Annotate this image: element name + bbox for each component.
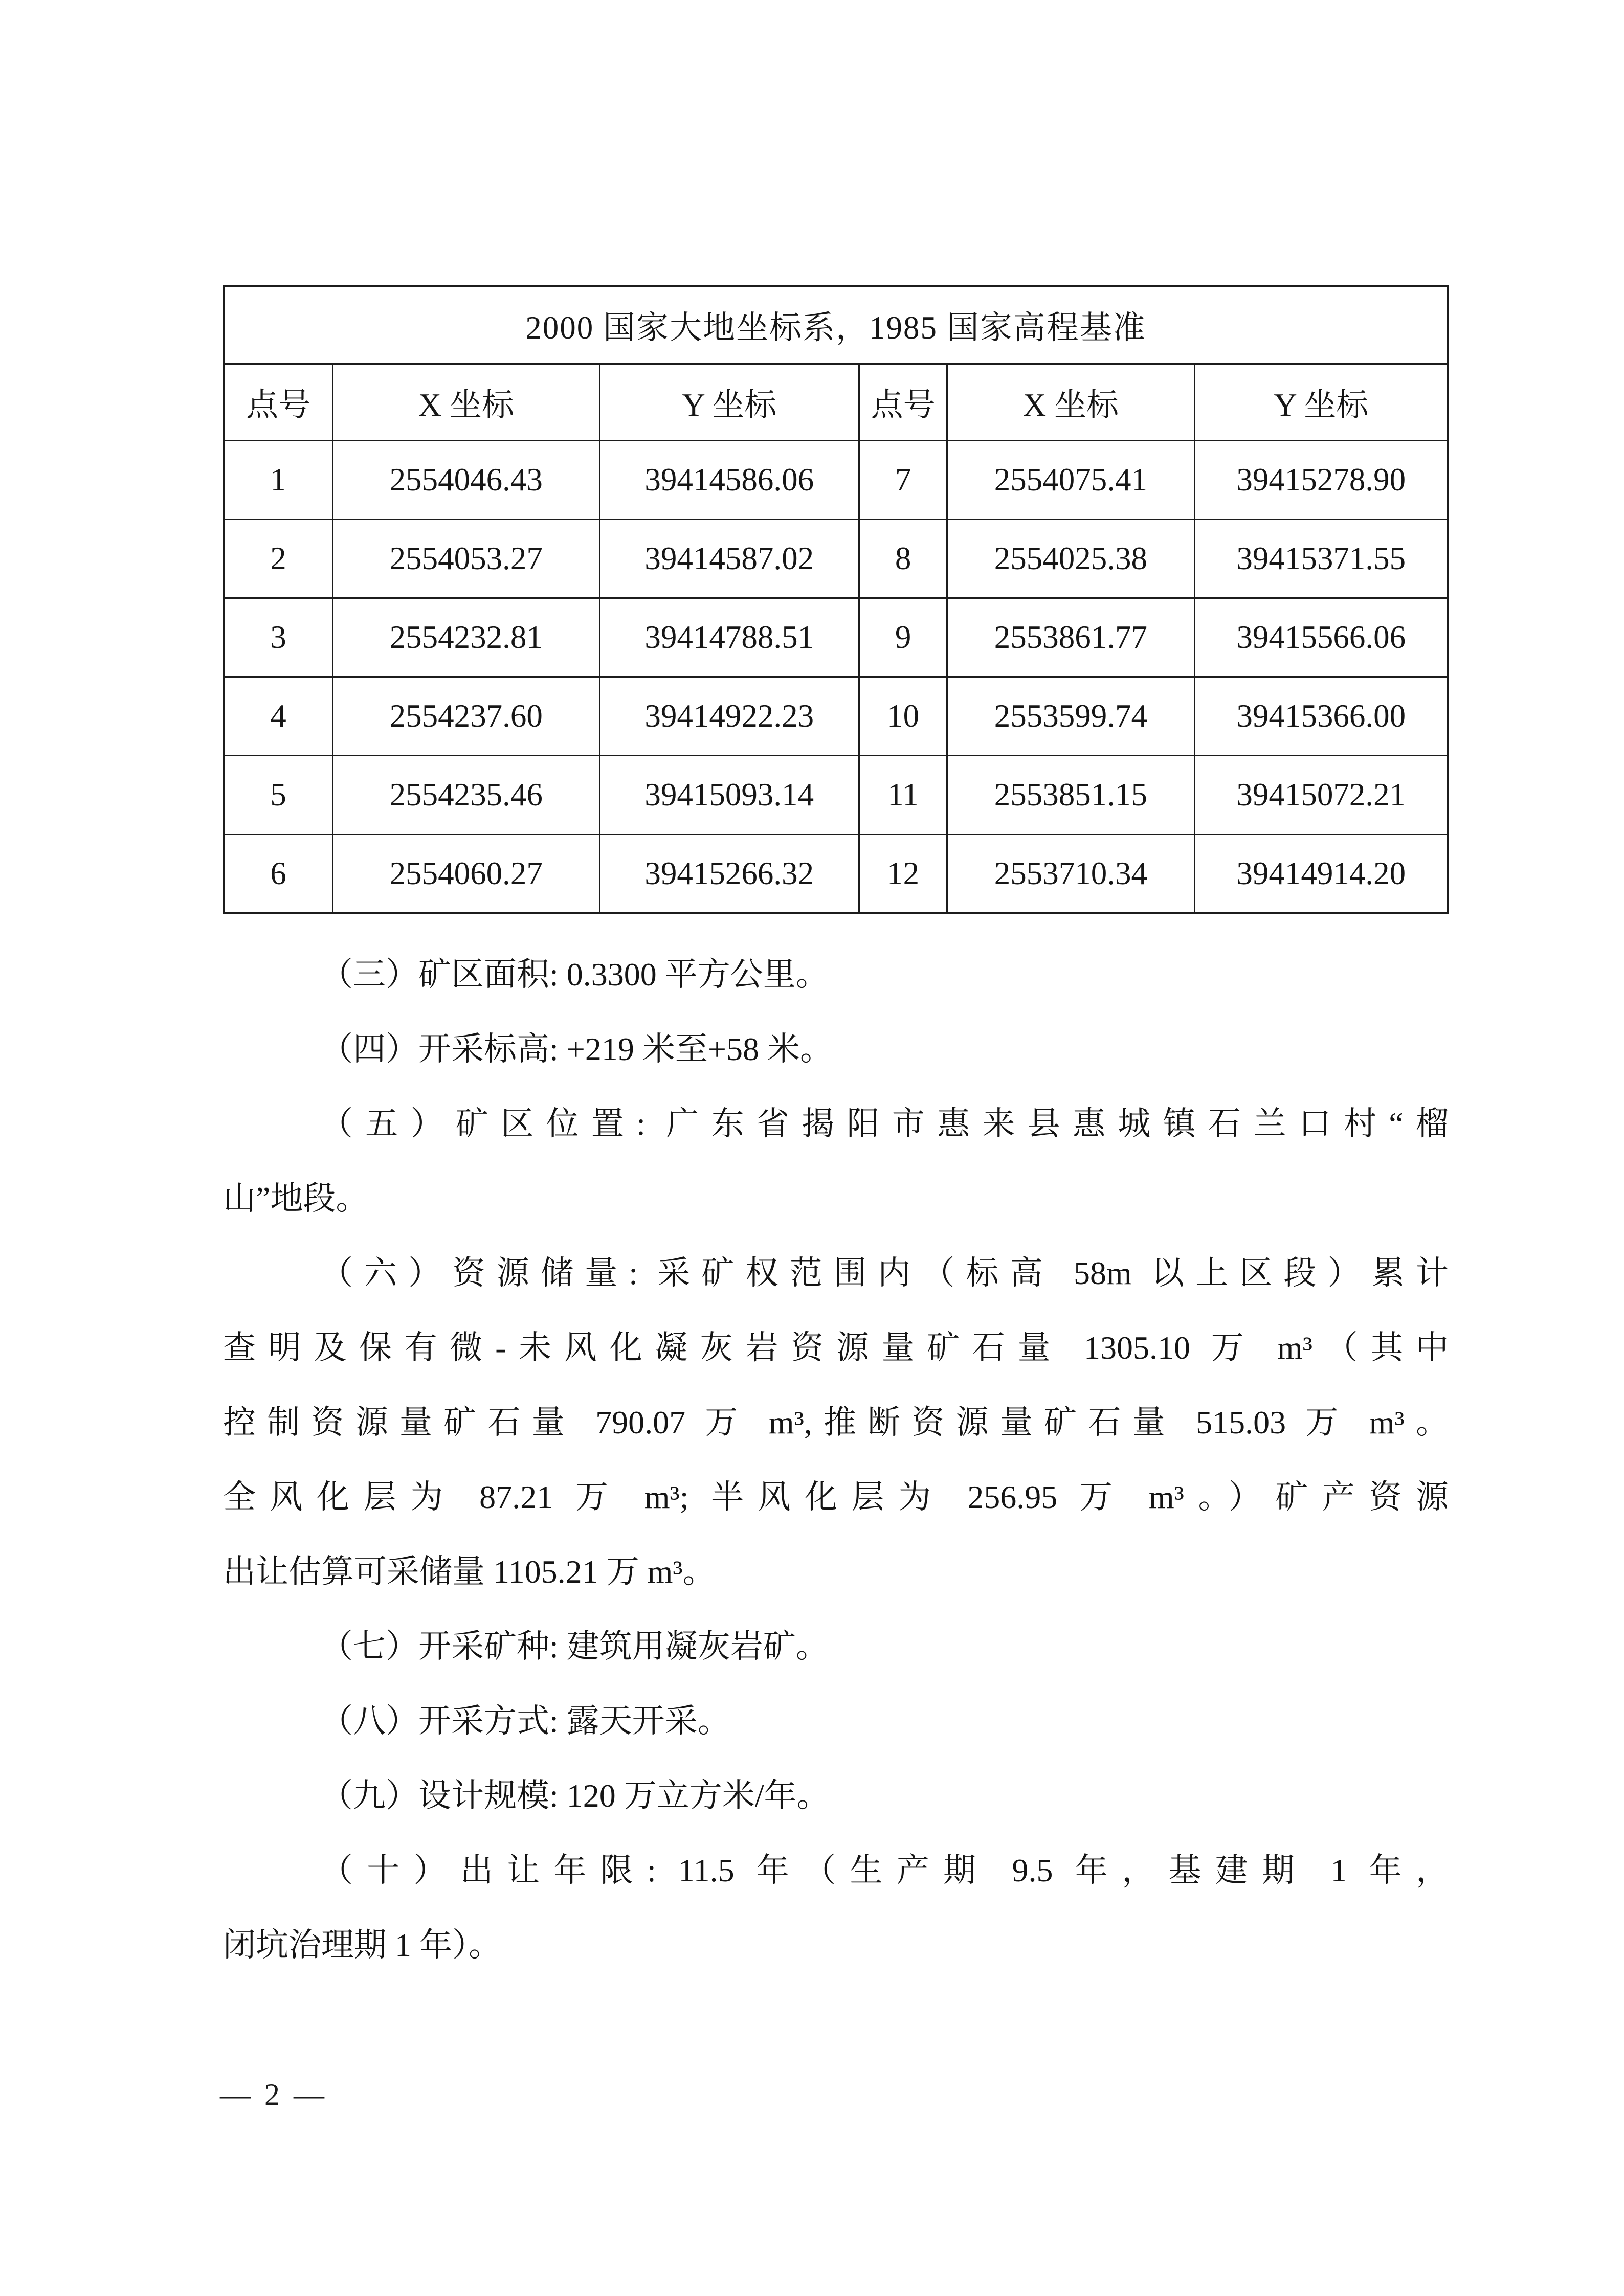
cell-x: 2554046.43 bbox=[332, 441, 599, 520]
cell-point: 4 bbox=[224, 677, 333, 756]
cell-y: 39414914.20 bbox=[1194, 835, 1448, 913]
cell-x: 2553851.15 bbox=[947, 756, 1194, 835]
body-paragraphs bbox=[223, 937, 1449, 1983]
cell-x: 2553710.34 bbox=[947, 835, 1194, 913]
table-row bbox=[224, 677, 1448, 756]
cell-x: 2553599.74 bbox=[947, 677, 1194, 756]
cell-point: 7 bbox=[859, 441, 947, 520]
table-header-row bbox=[224, 364, 1448, 441]
paragraph-text: 露天开采。 bbox=[558, 1703, 730, 1739]
column-header-y2: Y 坐标 bbox=[1194, 364, 1448, 441]
cell-x: 2554025.38 bbox=[947, 520, 1194, 598]
table-row bbox=[224, 835, 1448, 913]
cell-point: 2 bbox=[224, 520, 333, 598]
paragraph-label: （四）开采标高: bbox=[320, 1031, 559, 1067]
table-row bbox=[224, 441, 1448, 520]
cell-x: 2554235.46 bbox=[332, 756, 599, 835]
cell-y: 39415278.90 bbox=[1194, 441, 1448, 520]
cell-point: 1 bbox=[224, 441, 333, 520]
paragraph-text: 120 万立方米/年。 bbox=[558, 1777, 830, 1814]
cell-y: 39414587.02 bbox=[599, 520, 859, 598]
paragraph-line-mining-area bbox=[223, 937, 1449, 1012]
cell-point: 11 bbox=[859, 756, 947, 835]
cell-y: 39415093.14 bbox=[599, 756, 859, 835]
paragraph-label: （九）设计规模: bbox=[320, 1777, 559, 1814]
paragraph-line-reserves-5 bbox=[223, 1535, 1449, 1609]
cell-point: 12 bbox=[859, 835, 947, 913]
paragraph-label: （五）矿区位置: bbox=[320, 1106, 646, 1142]
paragraph-line-grant-term-1 bbox=[223, 1833, 1449, 1908]
paragraph-text: 控制资源量矿石量 790.07 万 m³,推断资源量矿石量 515.03 万 m³。 bbox=[223, 1404, 1449, 1440]
table-row bbox=[224, 598, 1448, 677]
paragraph-line-mining-elevation bbox=[223, 1012, 1449, 1087]
table-row bbox=[224, 520, 1448, 598]
column-header-point2: 点号 bbox=[859, 364, 947, 441]
column-header-x1: X 坐标 bbox=[332, 364, 599, 441]
paragraph-label: （七）开采矿种: bbox=[320, 1628, 559, 1664]
cell-x: 2553861.77 bbox=[947, 598, 1194, 677]
cell-point: 6 bbox=[224, 835, 333, 913]
paragraph-text: 0.3300 平方公里。 bbox=[558, 956, 829, 993]
paragraph-line-location-1 bbox=[223, 1087, 1449, 1161]
cell-x: 2554075.41 bbox=[947, 441, 1194, 520]
table-row bbox=[224, 756, 1448, 835]
paragraph-line-reserves-2 bbox=[223, 1311, 1449, 1385]
cell-point: 3 bbox=[224, 598, 333, 677]
column-header-point: 点号 bbox=[224, 364, 333, 441]
paragraph-line-reserves-4 bbox=[223, 1460, 1449, 1535]
cell-y: 39415566.06 bbox=[1194, 598, 1448, 677]
cell-x: 2554232.81 bbox=[332, 598, 599, 677]
cell-y: 39415371.55 bbox=[1194, 520, 1448, 598]
paragraph-line-reserves-3 bbox=[223, 1385, 1449, 1460]
paragraph-line-design-scale bbox=[223, 1759, 1449, 1833]
paragraph-line-mineral-type bbox=[223, 1609, 1449, 1684]
paragraph-label: （三）矿区面积: bbox=[320, 956, 559, 993]
cell-x: 2554053.27 bbox=[332, 520, 599, 598]
table-title-row bbox=[224, 286, 1448, 364]
cell-point: 5 bbox=[224, 756, 333, 835]
cell-point: 8 bbox=[859, 520, 947, 598]
cell-y: 39415266.32 bbox=[599, 835, 859, 913]
cell-y: 39414922.23 bbox=[599, 677, 859, 756]
table-title: 2000 国家大地坐标系，1985 国家高程基准 bbox=[224, 286, 1448, 364]
paragraph-text: 闭坑治理期 1 年）。 bbox=[223, 1927, 501, 1963]
paragraph-text: 山”地段。 bbox=[223, 1180, 369, 1217]
page-number: — 2 — bbox=[220, 2078, 327, 2111]
paragraph-line-reserves-1 bbox=[223, 1236, 1449, 1311]
cell-point: 9 bbox=[859, 598, 947, 677]
paragraph-label: （十）出让年限: bbox=[320, 1852, 656, 1888]
coordinate-table bbox=[223, 285, 1449, 914]
paragraph-text: +219 米至+58 米。 bbox=[558, 1031, 833, 1067]
cell-x: 2554237.60 bbox=[332, 677, 599, 756]
paragraph-line-mining-method bbox=[223, 1684, 1449, 1759]
paragraph-text: 全风化层为 87.21 万 m³; 半风化层为 256.95 万 m³。）矿产资源 bbox=[223, 1479, 1449, 1515]
column-header-y1: Y 坐标 bbox=[599, 364, 859, 441]
cell-y: 39414788.51 bbox=[599, 598, 859, 677]
paragraph-text: 出让估算可采储量 1105.21 万 m³。 bbox=[223, 1554, 716, 1590]
paragraph-text: 采矿权范围内（标高 58m 以上区段）累计 bbox=[638, 1255, 1449, 1291]
cell-y: 39415072.21 bbox=[1194, 756, 1448, 835]
paragraph-text: 广东省揭阳市惠来县惠城镇石兰口村“榴 bbox=[645, 1106, 1449, 1142]
paragraph-label: （六）资源储量: bbox=[320, 1255, 638, 1291]
cell-point: 10 bbox=[859, 677, 947, 756]
cell-x: 2554060.27 bbox=[332, 835, 599, 913]
paragraph-label: （八）开采方式: bbox=[320, 1703, 559, 1739]
paragraph-line-grant-term-2 bbox=[223, 1908, 1449, 1983]
document-content bbox=[223, 285, 1449, 1983]
paragraph-text: 查明及保有微-未风化凝灰岩资源量矿石量 1305.10 万 m³（其中 bbox=[223, 1330, 1449, 1366]
paragraph-line-location-2 bbox=[223, 1161, 1449, 1236]
column-header-x2: X 坐标 bbox=[947, 364, 1194, 441]
cell-y: 39414586.06 bbox=[599, 441, 859, 520]
cell-y: 39415366.00 bbox=[1194, 677, 1448, 756]
paragraph-text: 建筑用凝灰岩矿。 bbox=[558, 1628, 829, 1664]
paragraph-text: 11.5 年（生产期 9.5 年，基建期 1 年， bbox=[656, 1852, 1449, 1888]
